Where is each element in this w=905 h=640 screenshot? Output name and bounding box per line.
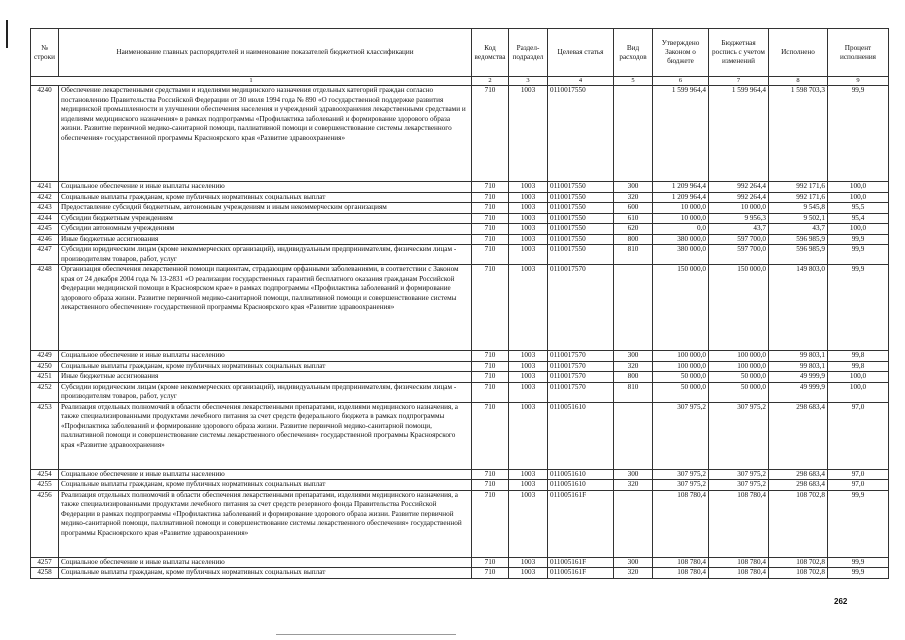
- row-number: 4241: [31, 182, 59, 193]
- row-executed: 1 598 703,3: [769, 86, 828, 182]
- budget-table: [30, 28, 889, 579]
- row-approved: 0,0: [653, 224, 709, 235]
- column-number: 2: [472, 77, 509, 86]
- header-percent: Процент исполнения: [828, 29, 889, 77]
- row-executed: 108 702,8: [769, 557, 828, 568]
- header-target: Целевая статья: [548, 29, 614, 77]
- row-subsection: 1003: [509, 351, 548, 362]
- row-list: 43,7: [709, 224, 769, 235]
- row-name: Субсидии юридическим лицам (кроме некоммерческих организаций), индивидуальным предпринимателям, физическим лицам - производителям товаров, работ, услуг: [59, 382, 472, 402]
- row-percent: 99,9: [828, 245, 889, 265]
- row-number: 4247: [31, 245, 59, 265]
- header-name: Наименование главных распорядителей и наименование показателей бюджетной классификации: [59, 29, 472, 77]
- row-subsection: 1003: [509, 490, 548, 557]
- row-target: 0110017550: [548, 234, 614, 245]
- row-list: 150 000,0: [709, 265, 769, 351]
- row-list: 10 000,0: [709, 203, 769, 214]
- row-subsection: 1003: [509, 86, 548, 182]
- row-executed: 108 702,8: [769, 568, 828, 579]
- row-list: 597 700,0: [709, 245, 769, 265]
- row-approved: 380 000,0: [653, 234, 709, 245]
- row-executed: 9 545,8: [769, 203, 828, 214]
- row-dept-code: 710: [472, 203, 509, 214]
- row-expense-type: 800: [614, 372, 653, 383]
- row-number: 4246: [31, 234, 59, 245]
- row-name: Социальные выплаты гражданам, кроме публичных нормативных социальных выплат: [59, 568, 472, 579]
- row-expense-type: [614, 402, 653, 469]
- row-approved: 108 780,4: [653, 490, 709, 557]
- row-dept-code: 710: [472, 568, 509, 579]
- row-number: 4243: [31, 203, 59, 214]
- row-name: Субсидии автономным учреждениям: [59, 224, 472, 235]
- row-target: 0110017550: [548, 182, 614, 193]
- row-expense-type: 810: [614, 382, 653, 402]
- row-percent: 99,9: [828, 568, 889, 579]
- row-target: 0110017570: [548, 372, 614, 383]
- table-body: [31, 86, 889, 579]
- row-approved: 307 975,2: [653, 480, 709, 491]
- row-list: 307 975,2: [709, 402, 769, 469]
- row-number: 4250: [31, 361, 59, 372]
- row-expense-type: 320: [614, 192, 653, 203]
- row-expense-type: 800: [614, 234, 653, 245]
- row-percent: 99,9: [828, 490, 889, 557]
- row-target: 011005161F: [548, 568, 614, 579]
- table-row: [31, 557, 889, 568]
- row-dept-code: 710: [472, 213, 509, 224]
- row-dept-code: 710: [472, 351, 509, 362]
- row-executed: 108 702,8: [769, 490, 828, 557]
- row-list: 307 975,2: [709, 480, 769, 491]
- row-dept-code: 710: [472, 480, 509, 491]
- row-expense-type: 320: [614, 568, 653, 579]
- row-number: 4249: [31, 351, 59, 362]
- row-executed: 992 171,6: [769, 192, 828, 203]
- row-executed: 43,7: [769, 224, 828, 235]
- row-list: 1 599 964,4: [709, 86, 769, 182]
- table-row: [31, 192, 889, 203]
- row-list: 108 780,4: [709, 557, 769, 568]
- row-executed: 298 683,4: [769, 480, 828, 491]
- row-number: 4245: [31, 224, 59, 235]
- row-percent: 99,8: [828, 361, 889, 372]
- row-approved: 108 780,4: [653, 568, 709, 579]
- table-row: [31, 234, 889, 245]
- column-number: 7: [709, 77, 769, 86]
- row-number: 4255: [31, 480, 59, 491]
- row-expense-type: 320: [614, 361, 653, 372]
- row-list: 9 956,3: [709, 213, 769, 224]
- row-subsection: 1003: [509, 568, 548, 579]
- row-executed: 99 803,1: [769, 351, 828, 362]
- column-number: 9: [828, 77, 889, 86]
- row-name: Социальные выплаты гражданам, кроме публичных нормативных социальных выплат: [59, 480, 472, 491]
- row-target: 011005161F: [548, 490, 614, 557]
- row-number: 4256: [31, 490, 59, 557]
- row-name: Реализация отдельных полномочий в области обеспечения лекарственными препаратами, изделиями медицинского назначения, а также специализированными продуктами лечебного питания за счет средств федерального бюджета в рамках подпрограммы «Профилактика заболеваний и формирование здорового образа жизни. Развитие первичной медико-санитарной помощи, паллиативной помощи и совершенствование системы лекарственного обеспечения» государственной программы Красноярского края «Развитие здравоохранения»: [59, 402, 472, 469]
- row-dept-code: 710: [472, 557, 509, 568]
- row-subsection: 1003: [509, 224, 548, 235]
- table-row: [31, 351, 889, 362]
- row-number: 4248: [31, 265, 59, 351]
- table-row: [31, 402, 889, 469]
- header-row-no: № строки: [31, 29, 59, 77]
- row-expense-type: 300: [614, 557, 653, 568]
- row-target: 0110051610: [548, 469, 614, 480]
- row-dept-code: 710: [472, 382, 509, 402]
- row-subsection: 1003: [509, 265, 548, 351]
- row-approved: 50 000,0: [653, 382, 709, 402]
- row-percent: 99,9: [828, 557, 889, 568]
- row-dept-code: 710: [472, 86, 509, 182]
- header-row: [31, 29, 889, 77]
- row-number: 4254: [31, 469, 59, 480]
- row-percent: 97,0: [828, 480, 889, 491]
- row-target: 0110017550: [548, 224, 614, 235]
- table-row: [31, 361, 889, 372]
- table-row: [31, 265, 889, 351]
- row-executed: 99 803,1: [769, 361, 828, 372]
- row-percent: 99,9: [828, 234, 889, 245]
- row-target: 0110017550: [548, 213, 614, 224]
- table-row: [31, 213, 889, 224]
- column-number: 8: [769, 77, 828, 86]
- row-target: 0110017550: [548, 192, 614, 203]
- column-number: 5: [614, 77, 653, 86]
- row-dept-code: 710: [472, 192, 509, 203]
- row-target: 011005161F: [548, 557, 614, 568]
- row-list: 597 700,0: [709, 234, 769, 245]
- footer-divider: [276, 634, 456, 635]
- row-dept-code: 710: [472, 265, 509, 351]
- row-percent: 100,0: [828, 382, 889, 402]
- row-approved: 100 000,0: [653, 351, 709, 362]
- row-list: 307 975,2: [709, 469, 769, 480]
- row-expense-type: 320: [614, 480, 653, 491]
- row-subsection: 1003: [509, 182, 548, 193]
- row-expense-type: 300: [614, 182, 653, 193]
- column-number: 6: [653, 77, 709, 86]
- row-approved: 307 975,2: [653, 402, 709, 469]
- row-approved: 100 000,0: [653, 361, 709, 372]
- row-name: Социальные выплаты гражданам, кроме публичных нормативных социальных выплат: [59, 361, 472, 372]
- row-name: Социальные выплаты гражданам, кроме публичных нормативных социальных выплат: [59, 192, 472, 203]
- row-list: 50 000,0: [709, 382, 769, 402]
- table-row: [31, 86, 889, 182]
- row-percent: 99,9: [828, 265, 889, 351]
- row-number: 4257: [31, 557, 59, 568]
- row-percent: 100,0: [828, 372, 889, 383]
- row-dept-code: 710: [472, 372, 509, 383]
- row-executed: 149 803,0: [769, 265, 828, 351]
- row-expense-type: 610: [614, 213, 653, 224]
- row-number: 4252: [31, 382, 59, 402]
- row-list: 100 000,0: [709, 361, 769, 372]
- row-target: 0110017570: [548, 351, 614, 362]
- row-name: Социальное обеспечение и иные выплаты населению: [59, 182, 472, 193]
- row-subsection: 1003: [509, 213, 548, 224]
- row-percent: 97,0: [828, 469, 889, 480]
- table-row: [31, 480, 889, 491]
- row-list: 108 780,4: [709, 490, 769, 557]
- row-percent: 100,0: [828, 192, 889, 203]
- row-dept-code: 710: [472, 245, 509, 265]
- row-expense-type: [614, 265, 653, 351]
- row-percent: 100,0: [828, 182, 889, 193]
- row-executed: 596 985,9: [769, 245, 828, 265]
- row-subsection: 1003: [509, 557, 548, 568]
- row-name: Социальное обеспечение и иные выплаты населению: [59, 351, 472, 362]
- table-row: [31, 372, 889, 383]
- row-expense-type: 600: [614, 203, 653, 214]
- row-percent: 99,8: [828, 351, 889, 362]
- row-subsection: 1003: [509, 402, 548, 469]
- header-list: Бюджетная роспись с учетом изменений: [709, 29, 769, 77]
- row-executed: 596 985,9: [769, 234, 828, 245]
- row-percent: 95,5: [828, 203, 889, 214]
- row-approved: 108 780,4: [653, 557, 709, 568]
- row-list: 108 780,4: [709, 568, 769, 579]
- row-target: 0110017550: [548, 86, 614, 182]
- column-number-row: [31, 77, 889, 86]
- row-percent: 95,4: [828, 213, 889, 224]
- row-dept-code: 710: [472, 402, 509, 469]
- row-subsection: 1003: [509, 234, 548, 245]
- table-row: [31, 224, 889, 235]
- row-subsection: 1003: [509, 469, 548, 480]
- table-row: [31, 382, 889, 402]
- header-expense-type: Вид расходов: [614, 29, 653, 77]
- row-expense-type: 810: [614, 245, 653, 265]
- row-name: Иные бюджетные ассигнования: [59, 234, 472, 245]
- table-row: [31, 203, 889, 214]
- row-target: 0110017570: [548, 361, 614, 372]
- row-target: 0110051610: [548, 480, 614, 491]
- row-dept-code: 710: [472, 469, 509, 480]
- header-subsection: Раздел-подраздел: [509, 29, 548, 77]
- row-dept-code: 710: [472, 224, 509, 235]
- table-row: [31, 469, 889, 480]
- row-expense-type: 620: [614, 224, 653, 235]
- row-target: 0110051610: [548, 402, 614, 469]
- row-executed: 298 683,4: [769, 402, 828, 469]
- row-name: Субсидии бюджетным учреждениям: [59, 213, 472, 224]
- row-subsection: 1003: [509, 372, 548, 383]
- row-name: Реализация отдельных полномочий в области обеспечения лекарственными препаратами, изделиями медицинского назначения, а также специализированными продуктами лечебного питания за счет средств резервного фонда Правительства Российской Федерации в рамках подпрограммы «Профилактика заболеваний и формирование здорового образа жизни. Развитие первичной медико-санитарной помощи, паллиативной помощи и совершенствование системы лекарственного обеспечения» государственной программы Красноярского края «Развитие здравоохранения»: [59, 490, 472, 557]
- row-list: 50 000,0: [709, 372, 769, 383]
- row-subsection: 1003: [509, 382, 548, 402]
- row-number: 4258: [31, 568, 59, 579]
- row-percent: 100,0: [828, 224, 889, 235]
- row-list: 100 000,0: [709, 351, 769, 362]
- row-executed: 9 502,1: [769, 213, 828, 224]
- table-row: [31, 245, 889, 265]
- column-number: 4: [548, 77, 614, 86]
- row-name: Обеспечение лекарственными средствами и изделиями медицинского назначения отдельных категорий граждан согласно постановлению Правительства Российской Федерации от 30 июля 1994 года № 890 «О государственной поддержке развития медицинской промышленности и улучшении обеспечения населения и учреждений здравоохранения лекарственными средствами и изделиями медицинского назначения» в рамках подпрограммы «Профилактика заболеваний и формирование здорового образа жизни. Развитие первичной медико-санитарной помощи, паллиативной помощи и совершенствование системы лекарственного обеспечения» государственной программы Красноярского края «Развитие здравоохранения»: [59, 86, 472, 182]
- row-target: 0110017570: [548, 265, 614, 351]
- row-percent: 97,0: [828, 402, 889, 469]
- row-subsection: 1003: [509, 480, 548, 491]
- row-expense-type: [614, 490, 653, 557]
- row-subsection: 1003: [509, 203, 548, 214]
- table-row: [31, 490, 889, 557]
- row-name: Организация обеспечения лекарственной помощи пациентам, страдающим орфанными заболеваниями, в соответствии с Законом края от 24 декабря 2004 года № 13-2831 «О реализации государственных гарантий бесплатного оказания гражданам Российской Федерации медицинской помощи в Красноярском крае» в рамках подпрограммы «Профилактика заболеваний и формирование здорового образа жизни. Развитие первичной медико-санитарной помощи, паллиативной помощи и совершенствование системы лекарственного обеспечения» государственной программы Красноярского края «Развитие здравоохранения»: [59, 265, 472, 351]
- row-name: Предоставление субсидий бюджетным, автономным учреждениям и иным некоммерческим организациям: [59, 203, 472, 214]
- row-approved: 307 975,2: [653, 469, 709, 480]
- row-subsection: 1003: [509, 192, 548, 203]
- row-name: Социальное обеспечение и иные выплаты населению: [59, 557, 472, 568]
- row-approved: 150 000,0: [653, 265, 709, 351]
- table-row: [31, 568, 889, 579]
- column-number: 1: [31, 77, 472, 86]
- row-number: 4244: [31, 213, 59, 224]
- row-approved: 10 000,0: [653, 203, 709, 214]
- row-name: Субсидии юридическим лицам (кроме некоммерческих организаций), индивидуальным предпринимателям, физическим лицам - производителям товаров, работ, услуг: [59, 245, 472, 265]
- row-dept-code: 710: [472, 361, 509, 372]
- table-row: [31, 182, 889, 193]
- row-approved: 380 000,0: [653, 245, 709, 265]
- row-approved: 1 209 964,4: [653, 182, 709, 193]
- row-approved: 1 599 964,4: [653, 86, 709, 182]
- row-name: Иные бюджетные ассигнования: [59, 372, 472, 383]
- row-target: 0110017550: [548, 245, 614, 265]
- margin-mark: [6, 20, 8, 48]
- header-approved: Утверждено Законом о бюджете: [653, 29, 709, 77]
- row-dept-code: 710: [472, 490, 509, 557]
- row-executed: 49 999,9: [769, 382, 828, 402]
- header-executed: Исполнено: [769, 29, 828, 77]
- row-expense-type: 300: [614, 351, 653, 362]
- row-executed: 49 999,9: [769, 372, 828, 383]
- row-target: 0110017570: [548, 382, 614, 402]
- row-target: 0110017550: [548, 203, 614, 214]
- row-expense-type: [614, 86, 653, 182]
- row-subsection: 1003: [509, 361, 548, 372]
- row-list: 992 264,4: [709, 182, 769, 193]
- row-number: 4253: [31, 402, 59, 469]
- row-approved: 50 000,0: [653, 372, 709, 383]
- row-name: Социальное обеспечение и иные выплаты населению: [59, 469, 472, 480]
- row-list: 992 264,4: [709, 192, 769, 203]
- row-executed: 992 171,6: [769, 182, 828, 193]
- row-dept-code: 710: [472, 182, 509, 193]
- row-subsection: 1003: [509, 245, 548, 265]
- row-dept-code: 710: [472, 234, 509, 245]
- header-dept-code: Код ведомства: [472, 29, 509, 77]
- row-approved: 10 000,0: [653, 213, 709, 224]
- page-number: 262: [834, 597, 848, 606]
- row-percent: 99,9: [828, 86, 889, 182]
- row-approved: 1 209 964,4: [653, 192, 709, 203]
- row-number: 4240: [31, 86, 59, 182]
- row-expense-type: 300: [614, 469, 653, 480]
- row-executed: 298 683,4: [769, 469, 828, 480]
- column-number: 3: [509, 77, 548, 86]
- row-number: 4251: [31, 372, 59, 383]
- row-number: 4242: [31, 192, 59, 203]
